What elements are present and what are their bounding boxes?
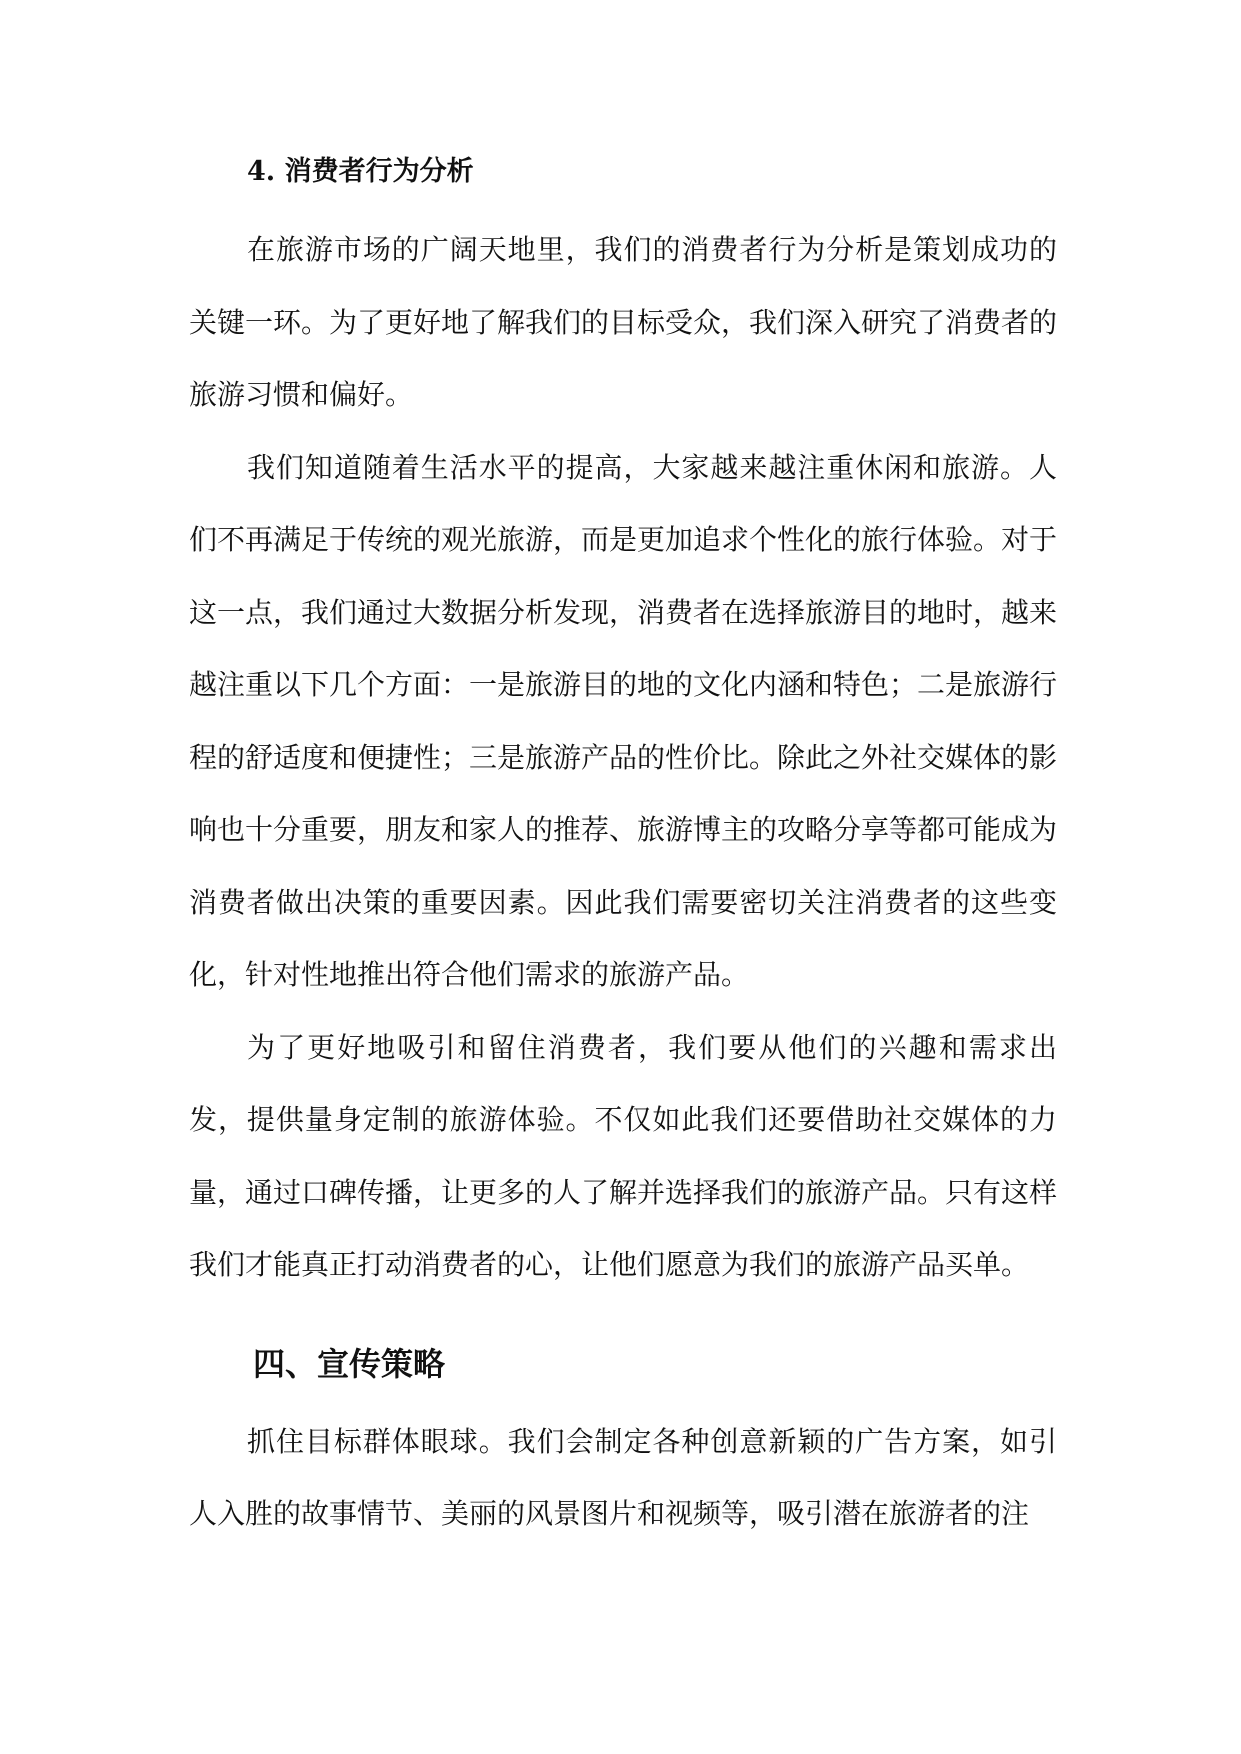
paragraph: 为了更好地吸引和留住消费者，我们要从他们的兴趣和需求出发，提供量身定制的旅游体验。不仅如此我们还要借助社交媒体的力量，通过口碑传播，让更多的人了解并选择我们的旅游产品。只有这样我们才能真正打动消费者的心，让他们愿意为我们的旅游产品买单。 <box>189 1030 1058 1281</box>
paragraph: 我们知道随着生活水平的提高，大家越来越注重休闲和旅游。人们不再满足于传统的观光旅游，而是更加追求个性化的旅行体验。对于这一点，我们通过大数据分析发现，消费者在选择旅游目的地时，越来越注重以下几个方面：一是旅游目的地的文化内涵和特色；二是旅游行程的舒适度和便捷性；三是旅游产品的性价比。除此之外社交媒体的影响也十分重要，朋友和家人的推荐、旅游博主的攻略分享等都可能成为消费者做出决策的重要因素。因此我们需要密切关注消费者的这些变化，针对性地推出符合他们需求的旅游产品。 <box>189 450 1058 991</box>
paragraph: 抓住目标群体眼球。我们会制定各种创意新颖的广告方案，如引人入胜的故事情节、美丽的风景图片和视频等，吸引潜在旅游者的注 <box>189 1424 1057 1530</box>
subsection-heading: 4. 消费者行为分析 <box>247 156 474 187</box>
page-content <box>189 142 1057 1551</box>
paragraph: 在旅游市场的广阔天地里，我们的消费者行为分析是策划成功的关键一环。为了更好地了解我们的目标受众，我们深入研究了消费者的旅游习惯和偏好。 <box>189 233 1058 411</box>
section-heading: 四、宣传策略 <box>253 1344 446 1383</box>
